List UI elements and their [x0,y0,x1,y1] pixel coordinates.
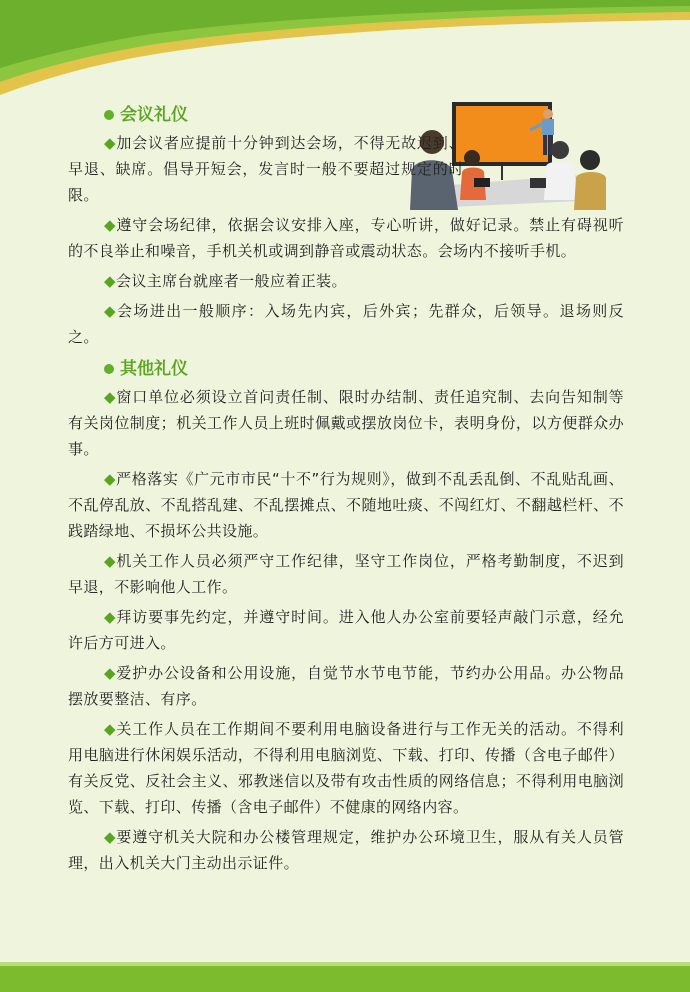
top-decoration [0,0,690,110]
paragraph: ◆关工作人员在工作期间不要利用电脑设备进行与工作无关的活动。不得利用电脑进行休闲娱乐活动，不得利用电脑浏览、下载、打印、传播（含电子邮件）有关反党、反社会主义、邪教迷信以及带有攻击性质的网络信息；不得利用电脑浏览、下载、打印、传播（含电子邮件）不健康的网络内容。 [68,720,624,816]
diamond-icon: ◆ [104,828,117,846]
diamond-icon: ◆ [104,302,117,320]
paragraph: ◆遵守会场纪律，依据会议安排入座，专心听讲，做好记录。禁止有碍视听的不良举止和噪音，手机关机或调到静音或震动状态。会场内不接听手机。 [68,216,624,260]
paragraph: ◆严格落实《广元市市民“十不”行为规则》，做到不乱丢乱倒、不乱贴乱画、不乱停乱放、不乱搭乱建、不乱摆摊点、不随地吐痰、不闯红灯、不翻越栏杆、不践踏绿地、不损坏公共设施。 [68,470,624,540]
main-content [68,100,624,880]
diamond-icon: ◆ [104,552,117,570]
paragraph: ◆要遵守机关大院和办公楼管理规定，维护办公环境卫生，服从有关人员管理，出入机关大门主动出示证件。 [68,828,624,872]
paragraph: ◆机关工作人员必须严守工作纪律，坚守工作岗位，严格考勤制度，不迟到早退，不影响他人工作。 [68,552,624,596]
diamond-icon: ◆ [104,134,117,152]
bottom-band [0,966,690,992]
diamond-icon: ◆ [104,388,117,406]
diamond-icon: ◆ [104,470,117,488]
paragraph: ◆窗口单位必须设立首问责任制、限时办结制、责任追究制、去向告知制等有关岗位制度；机关工作人员上班时佩戴或摆放岗位卡，表明身份，以方便群众办事。 [68,388,624,458]
dot-icon [104,364,114,374]
section-title-meeting: 会议礼仪 [68,100,624,130]
diamond-icon: ◆ [104,664,117,682]
section-title-other: 其他礼仪 [68,354,624,384]
paragraph: ◆加会议者应提前十分钟到达会场，不得无故迟到、早退、缺席。倡导开短会，发言时一般不要超过规定的时限。 [68,134,464,204]
diamond-icon: ◆ [104,720,117,738]
diamond-icon: ◆ [104,216,117,234]
paragraph: ◆爱护办公设备和公用设施，自觉节水节电节能，节约办公用品。办公物品摆放要整洁、有序。 [68,664,624,708]
paragraph: ◆拜访要事先约定，并遵守时间。进入他人办公室前要轻声敲门示意，经允许后方可进入。 [68,608,624,652]
diamond-icon: ◆ [104,608,117,626]
paragraph: ◆会场进出一般顺序：入场先内宾，后外宾；先群众，后领导。退场则反之。 [68,302,625,346]
meeting-intro [68,130,624,208]
diamond-icon: ◆ [104,272,116,290]
paragraph: ◆会议主席台就座者一般应着正装。 [104,272,347,290]
dot-icon [104,110,114,120]
